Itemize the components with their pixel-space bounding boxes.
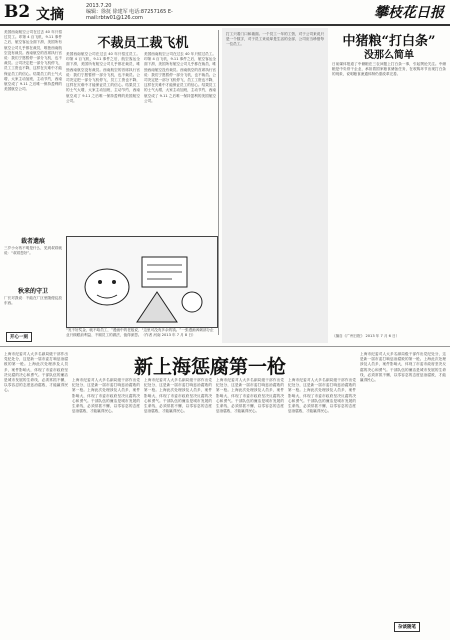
editor-contact: 编辑：徐抚 徐建军 电话:87257165 E-mail:rbtw01@126.com: [86, 9, 173, 21]
section-meta: [86, 3, 216, 21]
sidebar-body-1: 三岁小女孩不明是什么，见到叔叔就说：“叔叔您好”。: [4, 246, 62, 256]
masthead: [0, 0, 450, 26]
right-article-title: 中猪粮“打白条”: [342, 34, 436, 49]
right-article-subtitle: 没那么简单: [364, 50, 414, 61]
top-article-body-col1: 美国西南航空公司在过去 40 年只招过员工。印第 4 百飞机，9.11 事件之后，航空客运全面下滑，美国所有航空公司几乎都在裁员，唯独西南航空没有裁员。西南航空的首席执行官说：我们宁愿暂停一部分飞机，也不裁员。公司决定把一部分飞机停飞，员工工资也不降，这样在灾难中才能保证员工的信心。结果员工的士气大增，大家主动加班，主动节约，西南航空成了 9.11 之后唯一保持盈利的美国航空公司。: [4, 30, 62, 92]
top-article-body-col2: 美国西南航空公司在过去 40 年只招过员工。印第 4 百飞机，9.11 事件之后，航空客运全面下滑，美国所有航空公司几乎都在裁员，唯独西南航空没有裁员。西南航空的首席执行官说：我们宁愿暂停一部分飞机，也不裁员。公司决定把一部分飞机停飞，员工工资也不降，这样在灾难中才能保证员工的信心。结果员工的士气大增，大家主动加班，主动节约，西南航空成了 9.11 之后唯一保持盈利的美国航空公司。: [66, 52, 140, 103]
newspaper-name: 攀枝花日报: [374, 5, 444, 21]
section-number: B2: [4, 2, 31, 22]
sidebar-head-1: 裁者遗痕: [20, 238, 45, 245]
issue-date: 2013.7.20: [86, 3, 112, 9]
sidebar-body-2: 厂长对我说：不能在厂区里随便乱放东西。: [4, 296, 62, 306]
shaded-column-text: 打工只看门口和墙面。一个员工一年的工资，对于公司来说只是一个数字，对于员工来说却是生活的全部，公司应当珍惜每一位员工。: [226, 32, 324, 47]
sidebar-head-2: 秋来的守卫: [17, 288, 48, 295]
middle-article-col2: 上海市纪委对人大多名副局级干部作出党纪处分，这是新一届市委打响惩治腐败的第一枪。上海此次处理涉及人员多，案件影响大，体现了市委市政府坚决反腐的决心和勇气。干部队伍的廉洁是城市发展的生命线，必须常抓不懈，以零容忍的态度惩治腐败，才能赢得民心。: [72, 378, 140, 414]
cartoon-drawing: [67, 237, 217, 327]
sidebar-tag: 开心一刻: [6, 332, 32, 342]
section-title: 文摘: [36, 7, 64, 23]
middle-article-col1: 上海市纪委对人大多名副局级干部作出党纪处分，这是新一届市委打响惩治腐败的第一枪。上海此次处理涉及人员多，案件影响大，体现了市委市政府坚决反腐的决心和勇气。干部队伍的廉洁是城市发展的生命线，必须常抓不懈，以零容忍的态度惩治腐败，才能赢得民心。: [4, 352, 68, 393]
middle-article-col5: 上海市纪委对人大多名副局级干部作出党纪处分，这是新一届市委打响惩治腐败的第一枪。上海此次处理涉及人员多，案件影响大，体现了市委市政府坚决反腐的决心和勇气。干部队伍的廉洁是城市发展的生命线，必须常抓不懈，以零容忍的态度惩治腐败，才能赢得民心。: [288, 378, 356, 414]
editorial-cartoon: [66, 236, 218, 328]
middle-article-col3: 上海市纪委对人大多名副局级干部作出党纪处分，这是新一届市委打响惩治腐败的第一枪。上海此次处理涉及人员多，案件影响大，体现了市委市政府坚决反腐的决心和勇气。干部队伍的廉洁是城市发展的生命线，必须常抓不懈，以零容忍的态度惩治腐败，才能赢得民心。: [144, 378, 212, 414]
cartoon-caption: “发不好奖金，就不给员工，”漫画中的老板说，“这里可没有多余的钱。”一张漫画讽刺部分企业只顾眼前利益、不顾员工的做法，值得深思。（作者 河南 2013 年 7 月 8 日）: [66, 328, 214, 337]
top-article-title: 不裁员工裁飞机: [97, 36, 189, 51]
middle-article-col6: 上海市纪委对人大多名副局级干部作出党纪处分，这是新一届市委打响惩治腐败的第一枪。上海此次处理涉及人员多，案件影响大，体现了市委市政府坚决反腐的决心和勇气。干部队伍的廉洁是城市发展的生命线，必须常抓不懈，以零容忍的态度惩治腐败，才能赢得民心。: [360, 352, 446, 383]
bottom-right-tag: 杂谈随笔: [394, 622, 420, 632]
right-article-body: 日前媒体报道了中储粮在三农问题上打白条一事，引起舆论关注。中储粮是中央骨干企业，承担着国家粮食储备任务，在收购环节出现打白条的现象，说明粮食流通体制仍需改革完善。: [332, 62, 446, 77]
middle-article-col4: 上海市纪委对人大多名副局级干部作出党纪处分，这是新一届市委打响惩治腐败的第一枪。上海此次处理涉及人员多，案件影响大，体现了市委市政府坚决反腐的决心和勇气。干部队伍的廉洁是城市发展的生命线，必须常抓不懈，以零容忍的态度惩治腐败，才能赢得民心。: [216, 378, 284, 414]
middle-article-title: 新上海惩腐第一枪: [133, 356, 286, 378]
top-article-body-col3: 美国西南航空公司在过去 40 年只招过员工。印第 4 百飞机，9.11 事件之后，航空客运全面下滑，美国所有航空公司几乎都在裁员，唯独西南航空没有裁员。西南航空的首席执行官说：我们宁愿暂停一部分飞机，也不裁员。公司决定把一部分飞机停飞，员工工资也不降，这样在灾难中才能保证员工的信心。结果员工的士气大增，大家主动加班，主动节约，西南航空成了 9.11 之后唯一保持盈利的美国航空公司。: [144, 52, 216, 103]
column-divider: [218, 30, 219, 335]
section-divider: [0, 346, 450, 347]
right-article-source: （摘自《广州日报》 2013 年 7 月 6 日）: [332, 334, 400, 338]
